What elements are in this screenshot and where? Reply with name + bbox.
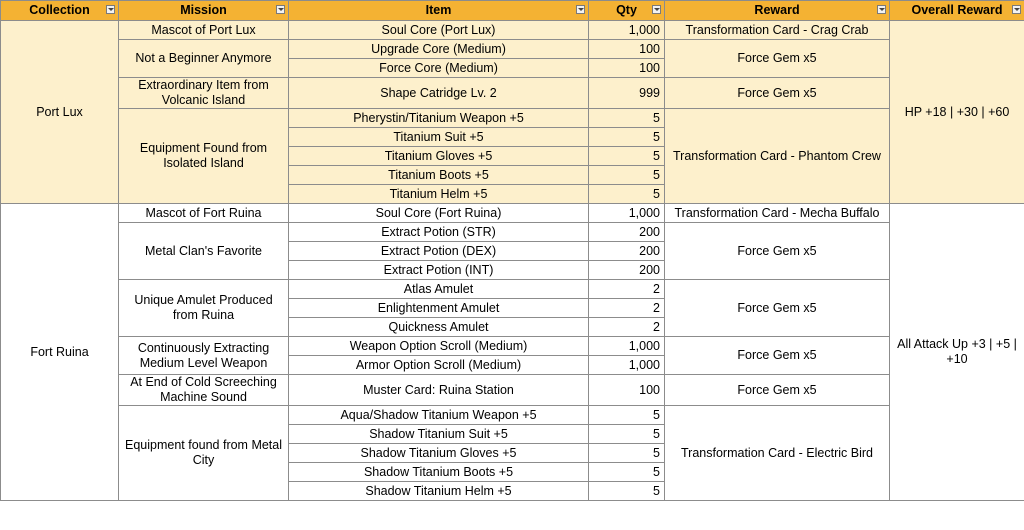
filter-dropdown-icon[interactable] (652, 5, 661, 14)
header-mission-label: Mission (180, 3, 227, 17)
reward-cell[interactable]: Force Gem x5 (665, 78, 890, 109)
qty-cell[interactable]: 5 (589, 147, 665, 166)
table-row (1, 223, 1024, 242)
qty-cell[interactable]: 200 (589, 223, 665, 242)
item-cell[interactable]: Extract Potion (STR) (289, 223, 589, 242)
reward-cell[interactable]: Force Gem x5 (665, 280, 890, 337)
item-cell[interactable]: Aqua/Shadow Titanium Weapon +5 (289, 406, 589, 425)
item-cell[interactable]: Quickness Amulet (289, 318, 589, 337)
qty-cell[interactable]: 5 (589, 444, 665, 463)
header-row (1, 1, 1024, 21)
item-cell[interactable]: Titanium Suit +5 (289, 128, 589, 147)
qty-cell[interactable]: 100 (589, 59, 665, 78)
mission-cell[interactable]: Continuously Extracting Medium Level Weapon (119, 337, 289, 375)
item-cell[interactable]: Shape Catridge Lv. 2 (289, 78, 589, 109)
header-qty-label: Qty (616, 3, 637, 17)
item-cell[interactable]: Extract Potion (INT) (289, 261, 589, 280)
header-overall-reward (890, 1, 1024, 21)
collection-cell[interactable]: Port Lux (1, 21, 119, 204)
table-row (1, 78, 1024, 109)
qty-cell[interactable]: 2 (589, 299, 665, 318)
mission-cell[interactable]: Unique Amulet Produced from Ruina (119, 280, 289, 337)
qty-cell[interactable]: 1,000 (589, 337, 665, 356)
reward-cell[interactable]: Force Gem x5 (665, 375, 890, 406)
mission-cell[interactable]: Mascot of Port Lux (119, 21, 289, 40)
collection-cell[interactable]: Fort Ruina (1, 204, 119, 501)
item-cell[interactable]: Atlas Amulet (289, 280, 589, 299)
qty-cell[interactable]: 5 (589, 406, 665, 425)
item-cell[interactable]: Titanium Gloves +5 (289, 147, 589, 166)
table-row (1, 280, 1024, 299)
qty-cell[interactable]: 200 (589, 261, 665, 280)
overall-reward-cell[interactable]: All Attack Up +3 | +5 | +10 (890, 204, 1024, 501)
qty-cell[interactable]: 5 (589, 185, 665, 204)
qty-cell[interactable]: 1,000 (589, 21, 665, 40)
item-cell[interactable]: Shadow Titanium Suit +5 (289, 425, 589, 444)
reward-cell[interactable]: Transformation Card - Crag Crab (665, 21, 890, 40)
reward-cell[interactable]: Force Gem x5 (665, 337, 890, 375)
header-mission (119, 1, 289, 21)
header-reward-label: Reward (754, 3, 800, 17)
qty-cell[interactable]: 100 (589, 40, 665, 59)
item-cell[interactable]: Soul Core (Port Lux) (289, 21, 589, 40)
table-row (1, 337, 1024, 356)
mission-cell[interactable]: Metal Clan's Favorite (119, 223, 289, 280)
reward-cell[interactable]: Transformation Card - Phantom Crew (665, 109, 890, 204)
mission-cell[interactable]: Equipment Found from Isolated Island (119, 109, 289, 204)
filter-dropdown-icon[interactable] (576, 5, 585, 14)
table-row (1, 40, 1024, 59)
mission-cell[interactable]: Extraordinary Item from Volcanic Island (119, 78, 289, 109)
item-cell[interactable]: Upgrade Core (Medium) (289, 40, 589, 59)
header-reward (665, 1, 890, 21)
item-cell[interactable]: Shadow Titanium Gloves +5 (289, 444, 589, 463)
qty-cell[interactable]: 5 (589, 463, 665, 482)
overall-reward-cell[interactable]: HP +18 | +30 | +60 (890, 21, 1024, 204)
reward-cell[interactable]: Force Gem x5 (665, 40, 890, 78)
item-cell[interactable]: Weapon Option Scroll (Medium) (289, 337, 589, 356)
filter-dropdown-icon[interactable] (877, 5, 886, 14)
qty-cell[interactable]: 5 (589, 166, 665, 185)
qty-cell[interactable]: 999 (589, 78, 665, 109)
table-body (1, 21, 1024, 501)
qty-cell[interactable]: 5 (589, 128, 665, 147)
header-collection (1, 1, 119, 21)
table-row (1, 204, 1024, 223)
qty-cell[interactable]: 5 (589, 109, 665, 128)
item-cell[interactable]: Enlightenment Amulet (289, 299, 589, 318)
item-cell[interactable]: Titanium Boots +5 (289, 166, 589, 185)
item-cell[interactable]: Shadow Titanium Helm +5 (289, 482, 589, 501)
mission-cell[interactable]: Mascot of Fort Ruina (119, 204, 289, 223)
qty-cell[interactable]: 100 (589, 375, 665, 406)
header-collection-label: Collection (29, 3, 90, 17)
table-row (1, 406, 1024, 425)
table-row (1, 375, 1024, 406)
item-cell[interactable]: Soul Core (Fort Ruina) (289, 204, 589, 223)
item-cell[interactable]: Shadow Titanium Boots +5 (289, 463, 589, 482)
item-cell[interactable]: Extract Potion (DEX) (289, 242, 589, 261)
item-cell[interactable]: Pherystin/Titanium Weapon +5 (289, 109, 589, 128)
filter-dropdown-icon[interactable] (106, 5, 115, 14)
mission-cell[interactable]: Not a Beginner Anymore (119, 40, 289, 78)
filter-dropdown-icon[interactable] (1012, 5, 1021, 14)
item-cell[interactable]: Armor Option Scroll (Medium) (289, 356, 589, 375)
mission-cell[interactable]: At End of Cold Screeching Machine Sound (119, 375, 289, 406)
mission-cell[interactable]: Equipment found from Metal City (119, 406, 289, 501)
header-overall-reward-label: Overall Reward (911, 3, 1003, 17)
qty-cell[interactable]: 2 (589, 280, 665, 299)
qty-cell[interactable]: 1,000 (589, 204, 665, 223)
qty-cell[interactable]: 5 (589, 482, 665, 501)
reward-cell[interactable]: Transformation Card - Electric Bird (665, 406, 890, 501)
table-row (1, 21, 1024, 40)
reward-cell[interactable]: Transformation Card - Mecha Buffalo (665, 204, 890, 223)
table-row (1, 109, 1024, 128)
qty-cell[interactable]: 200 (589, 242, 665, 261)
header-item (289, 1, 589, 21)
reward-cell[interactable]: Force Gem x5 (665, 223, 890, 280)
item-cell[interactable]: Titanium Helm +5 (289, 185, 589, 204)
item-cell[interactable]: Force Core (Medium) (289, 59, 589, 78)
qty-cell[interactable]: 1,000 (589, 356, 665, 375)
qty-cell[interactable]: 2 (589, 318, 665, 337)
qty-cell[interactable]: 5 (589, 425, 665, 444)
header-qty (589, 1, 665, 21)
filter-dropdown-icon[interactable] (276, 5, 285, 14)
item-cell[interactable]: Muster Card: Ruina Station (289, 375, 589, 406)
header-item-label: Item (425, 3, 452, 17)
